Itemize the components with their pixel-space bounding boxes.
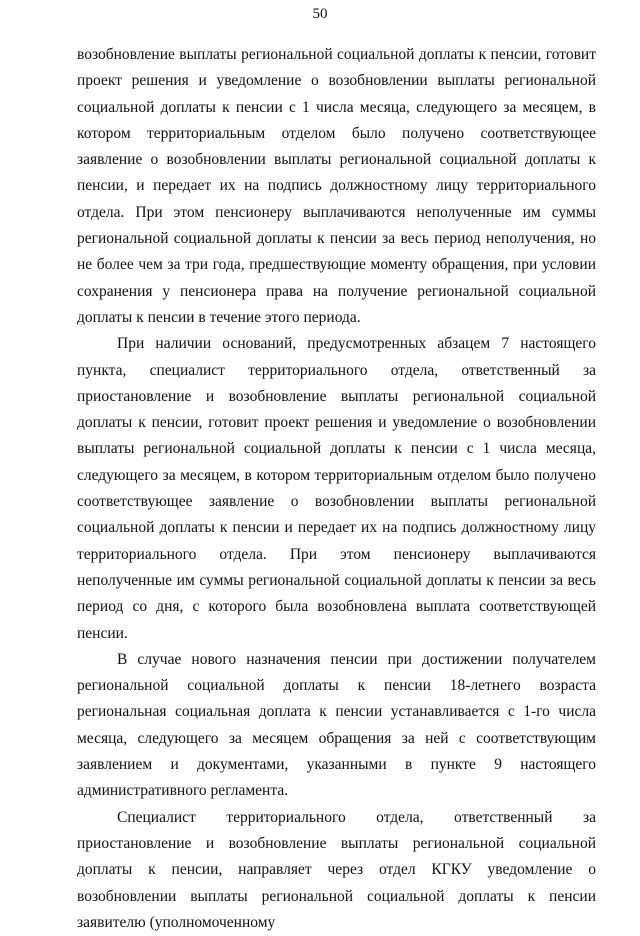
paragraph-continuation: возобновление выплаты региональной социальной доплаты к пенсии, готовит проект решения и уведомление о возобновлении выплаты региональной социальной доплаты к пенсии с 1 числа месяца, следующего за месяцем, в котором территориальным отделом было получено соответствующее заявление о возобновлении выплаты региональной социальной доплаты к пенсии, и передает их на подпись должностному лицу территориального отдела. При этом пенсионеру выплачиваются неполученные им суммы региональной социальной доплаты к пенсии за весь период неполучения, но не более чем за три года, предшествующие моменту обращения, при условии сохранения у пенсионера права на получение региональной социальной доплаты к пенсии в течение этого периода. bbox=[77, 46, 596, 326]
page-number: 50 bbox=[312, 6, 328, 22]
paragraph-notification: Специалист территориального отдела, ответственный за приостановление и возобновление выплаты региональной социальной доплаты к пенсии, направляет через отдел КГКУ уведомление о возобновлении выплаты региональной социальной доплаты к пенсии заявителю (уполномоченному bbox=[77, 808, 596, 931]
paragraph-new-pension-18: В случае нового назначения пенсии при достижении получателем региональной социальной доплаты к пенсии 18-летнего возраста региональная социальная доплата к пенсии устанавливается с 1-го числа месяца, следующего за месяцем обращения за ней с соответствующим заявлением и документами, указанными в пункте 9 настоящего административного регламента. bbox=[77, 650, 596, 800]
paragraph-grounds-abzac-7: При наличии оснований, предусмотренных абзацем 7 настоящего пункта, специалист территориального отдела, ответственный за приостановление и возобновление выплаты региональной социальной доплаты к пенсии, готовит проект решения и уведомление о возобновлении выплаты региональной социальной доплаты к пенсии с 1 числа месяца, следующего за месяцем, в котором территориальным отделом было получено соответствующее заявление о возобновлении выплаты региональной социальной доплаты к пенсии и передает их на подпись должностному лицу территориального отдела. При этом пенсионеру выплачиваются неполученные им суммы региональной социальной доплаты к пенсии за весь период со дня, с которого была возобновлена выплата соответствующей пенсии. bbox=[77, 335, 596, 642]
page-body bbox=[77, 42, 596, 936]
